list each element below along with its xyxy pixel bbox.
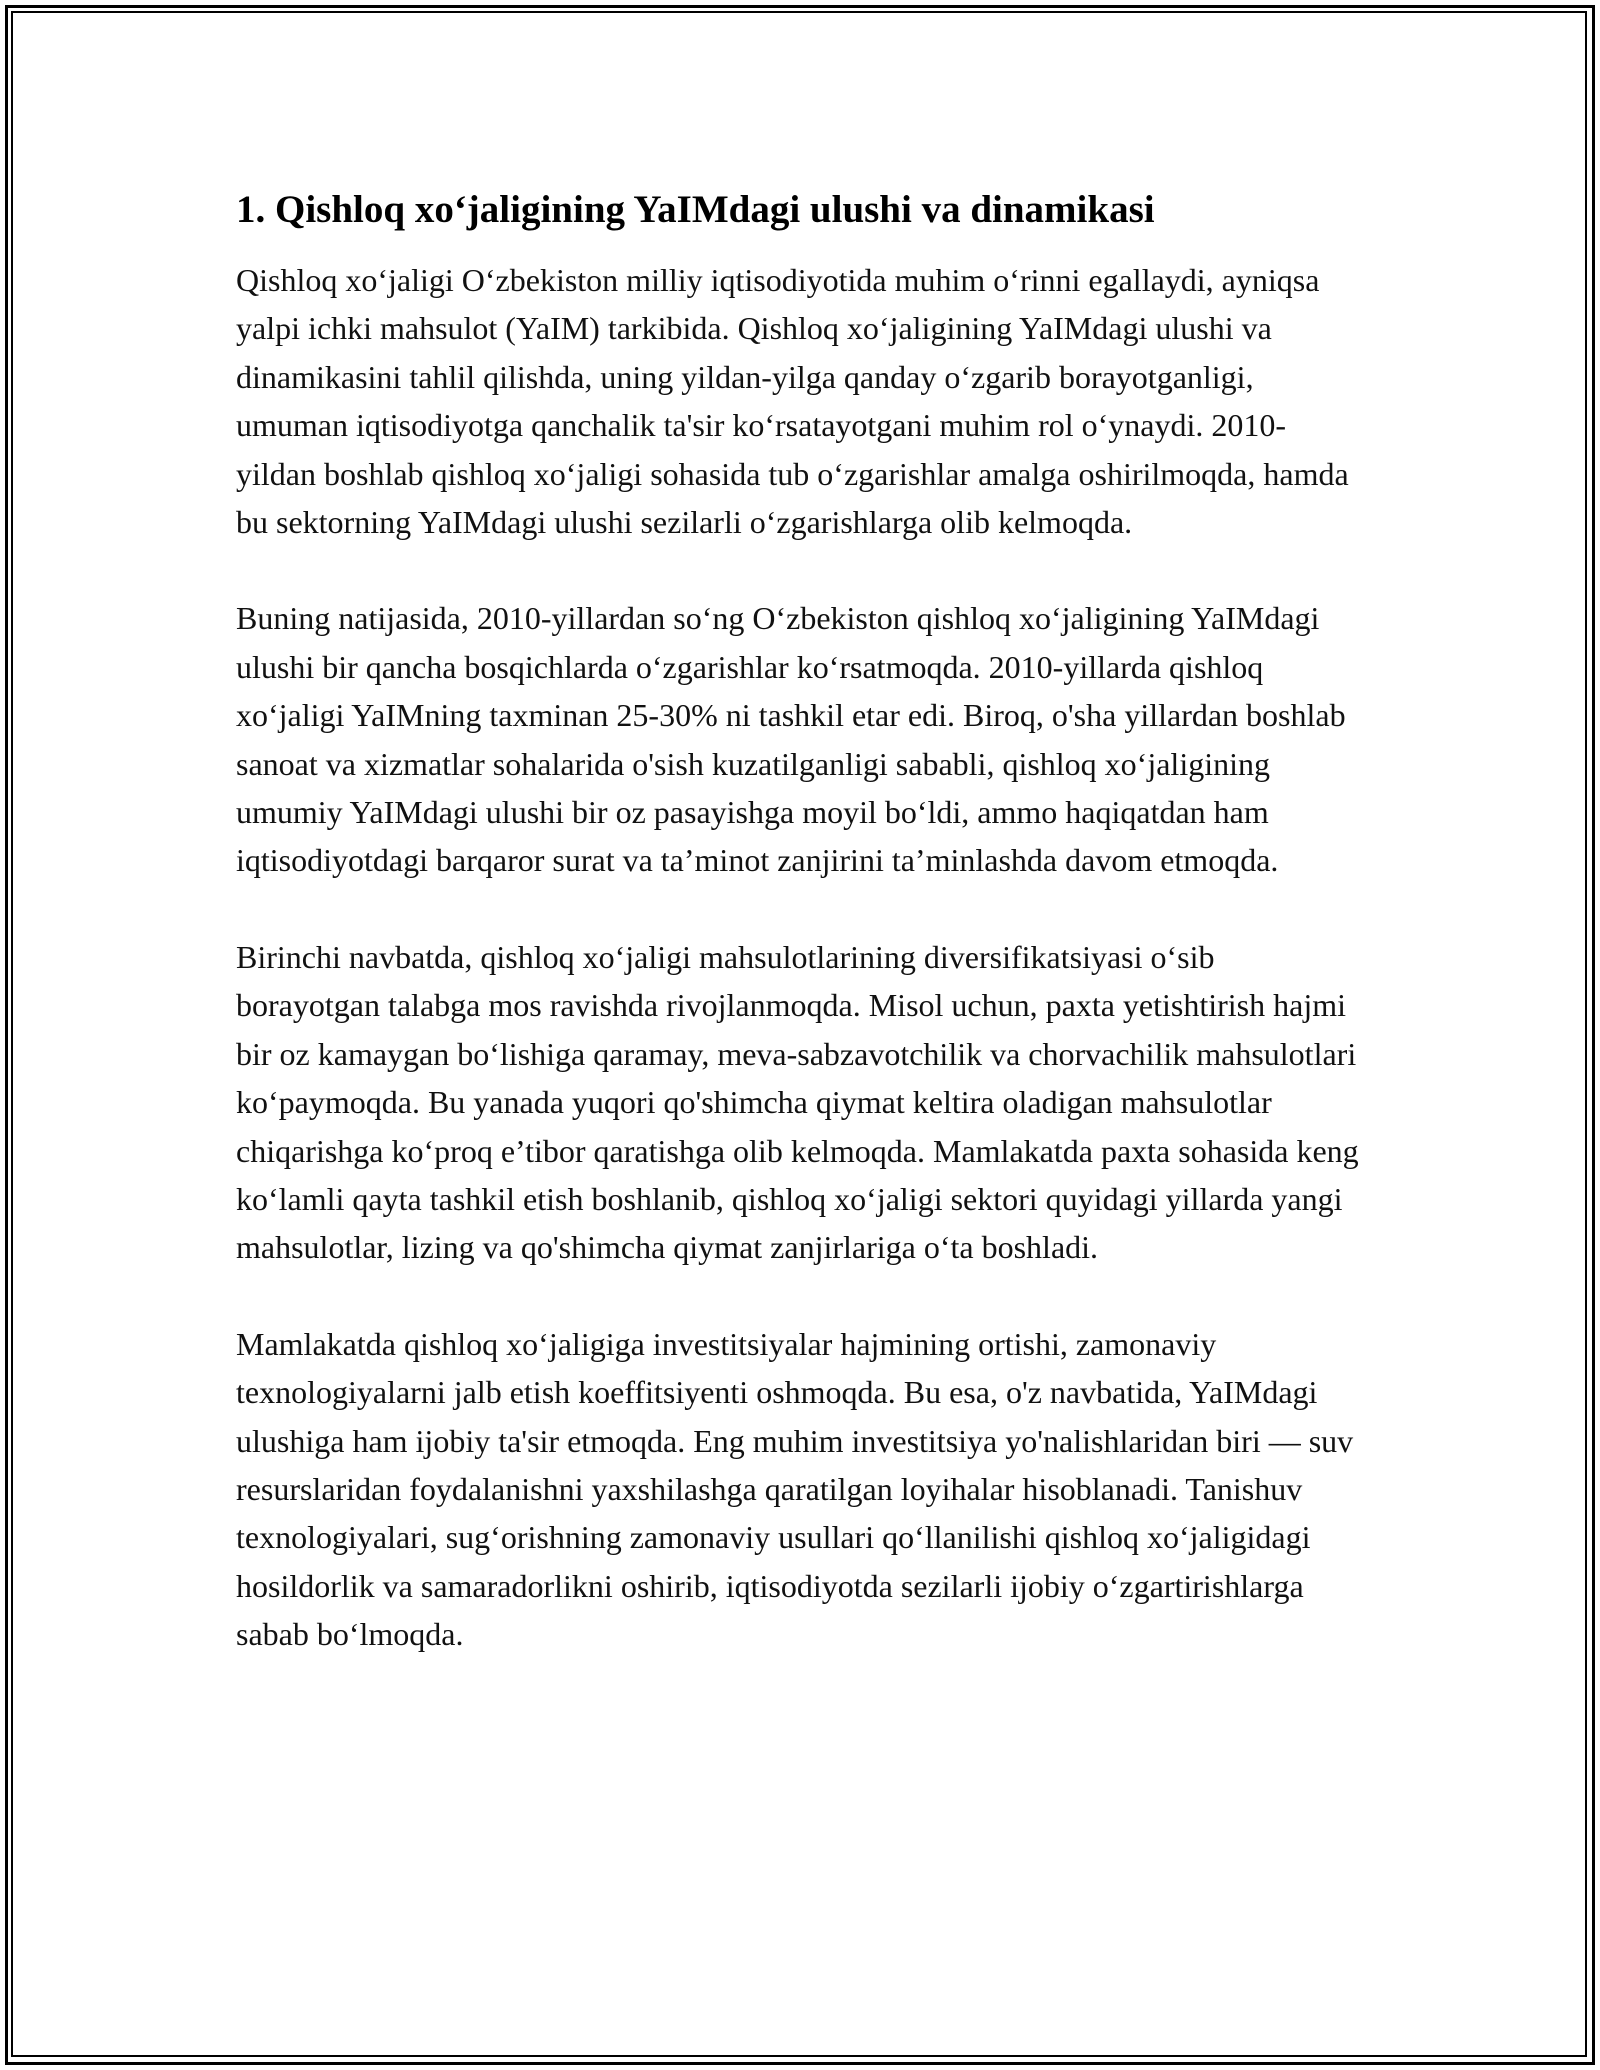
paragraph-3: Birinchi navbatda, qishloq xo‘jaligi mahsulotlarining diversifikatsiyasi o‘sib borayotgan talabga mos ravishda rivojlanmoqda. Misol uchun, paxta yetishtirish hajmi bir oz kamaygan bo‘lishiga qaramay, meva-sabzavotchilik va chorvachilik mahsulotlari ko‘paymoqda. Bu yanada yuqori qo'shimcha qiymat keltira oladigan mahsulotlar chiqarishga ko‘proq e’tibor qaratishga olib kelmoqda. Mamlakatda paxta sohasida keng ko‘lamli qayta tashkil etish boshlanib, qishloq xo‘jaligi sektori quyidagi yillarda yangi mahsulotlar, lizing va qo'shimcha qiymat zanjirlariga o‘ta boshladi. — [236, 938, 1359, 1266]
paragraph-4: Mamlakatda qishloq xo‘jaligiga investitsiyalar hajmining ortishi, zamonaviy texnologiyalarni jalb etish koeffitsiyenti oshmoqda. Bu esa, o'z navbatida, YaIMdagi ulushiga ham ijobiy ta'sir etmoqda. Eng muhim investitsiya yo'nalishlaridan biri — suv resurslaridan foydalanishni yaxshilashga qaratilgan loyihalar hisoblanadi. Tanishuv texnologiyalari, sug‘orishning zamonaviy usullari qo‘llanilishi qishloq xo‘jaligidagi hosildorlik va samaradorlikni oshirib, iqtisodiyotda sezilarli ijobiy o‘zgartirishlarga sabab bo‘lmoqda. — [236, 1325, 1354, 1653]
document-body — [236, 186, 1364, 1707]
paragraph-1: Qishloq xo‘jaligi O‘zbekiston milliy iqtisodiyotida muhim o‘rinni egallaydi, ayniqsa yalpi ichki mahsulot (YaIM) tarkibida. Qishloq xo‘jaligining YaIMdagi ulushi va dinamikasini tahlil qilishda, uning yildan-yilga qanday o‘zgarib borayotganligi, umuman iqtisodiyotga qanchalik ta'sir ko‘rsatayotgani muhim rol o‘ynaydi. 2010-yildan boshlab qishloq xo‘jaligi sohasida tub o‘zgarishlar amalga oshirilmoqda, hamda bu sektorning YaIMdagi ulushi sezilarli o‘zgarishlarga olib kelmoqda. — [236, 262, 1349, 541]
section-heading: 1. Qishloq xo‘jaligining YaIMdagi ulushi va dinamikasi — [236, 188, 1155, 231]
paragraph-2: Buning natijasida, 2010-yillardan so‘ng O‘zbekiston qishloq xo‘jaligining YaIMdagi ulushi bir qancha bosqichlarda o‘zgarishlar ko‘rsatmoqda. 2010-yillarda qishloq xo‘jaligi YaIMning taxminan 25-30% ni tashkil etar edi. Biroq, o'sha yillardan boshlab sanoat va xizmatlar sohalarida o'sish kuzatilganligi sababli, qishloq xo‘jaligining umumiy YaIMdagi ulushi bir oz pasayishga moyil bo‘ldi, ammo haqiqatdan ham iqtisodiyotdagi barqaror surat va ta’minot zanjirini ta’minlashda davom etmoqda. — [236, 600, 1346, 879]
